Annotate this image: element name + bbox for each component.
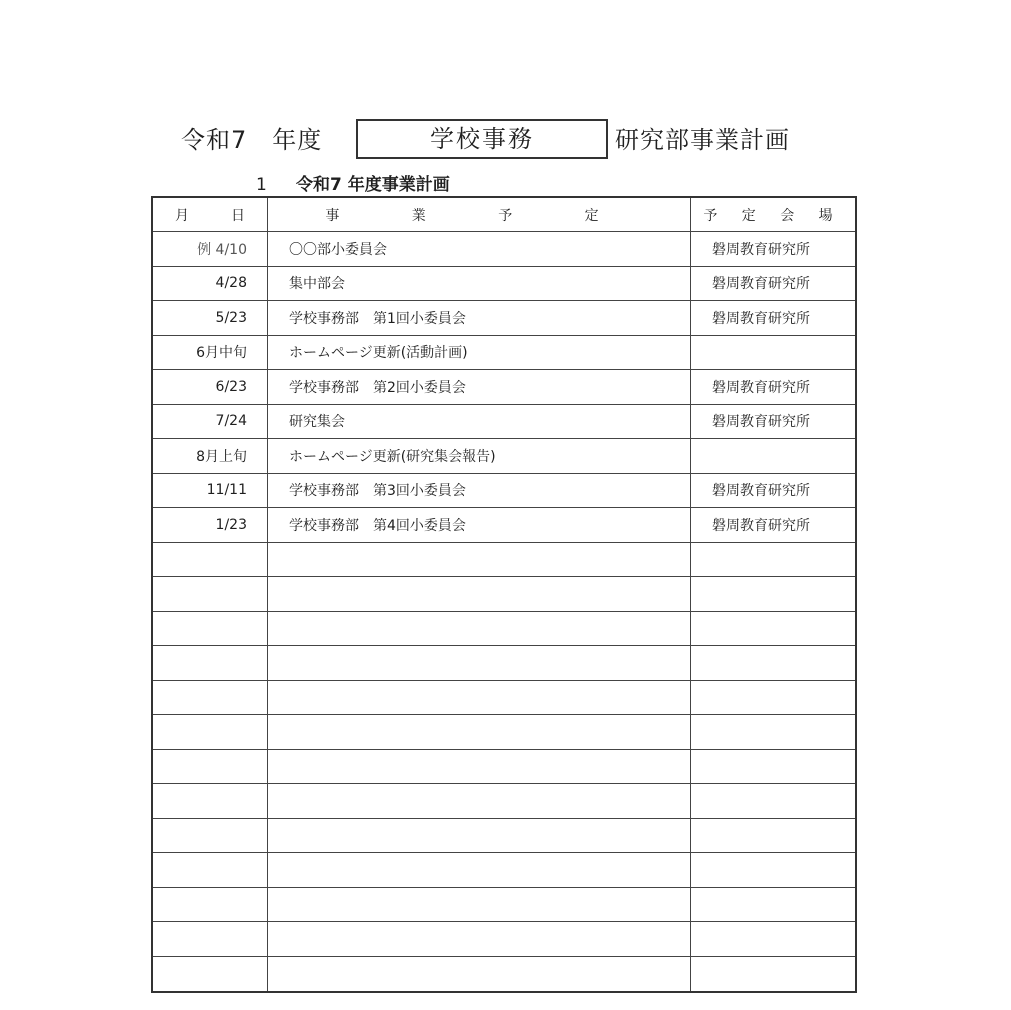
table-row [153,439,855,474]
schedule-table [151,196,857,993]
row-date: 例 4/10 [153,232,268,266]
row-event: 〇〇部小委員会 [268,232,691,266]
department-name-box: 学校事務 [356,119,608,159]
row-date [153,612,268,646]
document-title [0,119,1011,161]
empty-table-row [153,750,855,785]
row-date [153,922,268,956]
row-venue: 磐周教育研究所 [712,517,810,534]
row-venue [691,681,855,715]
row-date: 11/11 [153,474,268,508]
row-date [153,577,268,611]
empty-table-row [153,715,855,750]
row-venue [691,957,855,992]
section-title: 令和7 年度事業計画 [296,175,450,195]
row-event: 研究集会 [268,405,691,439]
row-event [268,853,691,887]
row-date: 8月上旬 [153,439,268,473]
empty-table-row [153,612,855,647]
row-venue [691,750,855,784]
table-row [153,508,855,543]
row-date [153,715,268,749]
row-event: 学校事務部 第3回小委員会 [268,474,691,508]
row-venue [691,543,855,577]
row-venue: 磐周教育研究所 [712,310,810,327]
row-date: 6/23 [153,370,268,404]
row-venue: 磐周教育研究所 [712,379,810,396]
row-event: 集中部会 [268,267,691,301]
title-suffix: 研究部事業計画 [615,126,790,154]
row-event [268,922,691,956]
row-date [153,853,268,887]
row-event [268,577,691,611]
row-date [153,646,268,680]
header-venue: 予 定 会 場 [703,207,843,224]
empty-table-row [153,543,855,578]
row-event [268,681,691,715]
row-date: 5/23 [153,301,268,335]
row-venue: 磐周教育研究所 [712,276,810,293]
row-venue: 磐周教育研究所 [712,241,810,258]
empty-table-row [153,784,855,819]
empty-table-row [153,853,855,888]
section-number: 1 [256,175,267,195]
header-event: 事 業 予 定 [268,198,691,231]
row-date [153,750,268,784]
empty-table-row [153,577,855,612]
empty-table-row [153,888,855,923]
row-venue [691,819,855,853]
row-venue [691,577,855,611]
row-event [268,715,691,749]
row-venue [691,784,855,818]
row-event: ホームページ更新(活動計画) [268,336,691,370]
row-event [268,612,691,646]
row-date [153,681,268,715]
table-row [153,474,855,509]
row-date [153,784,268,818]
section-heading [256,174,450,196]
row-venue [691,612,855,646]
row-event [268,819,691,853]
row-event [268,957,691,992]
row-venue [691,336,855,370]
row-venue [691,922,855,956]
row-date [153,957,268,992]
empty-table-row [153,646,855,681]
row-event [268,750,691,784]
row-date [153,819,268,853]
title-year: 令和7 年度 [181,126,323,154]
row-date [153,888,268,922]
empty-table-row [153,922,855,957]
row-venue: 磐周教育研究所 [712,414,810,431]
row-venue [691,888,855,922]
empty-table-row [153,957,855,992]
row-date: 6月中旬 [153,336,268,370]
row-event [268,646,691,680]
row-venue [691,439,855,473]
table-row [153,267,855,302]
row-event: 学校事務部 第4回小委員会 [268,508,691,542]
row-date: 7/24 [153,405,268,439]
header-date: 月 日 [153,198,268,231]
table-row [153,232,855,267]
row-venue [691,715,855,749]
table-header-row [153,198,855,232]
table-row [153,370,855,405]
row-event: 学校事務部 第1回小委員会 [268,301,691,335]
table-row [153,405,855,440]
empty-table-row [153,819,855,854]
row-date [153,543,268,577]
row-date: 1/23 [153,508,268,542]
table-row [153,301,855,336]
empty-table-row [153,681,855,716]
row-event [268,784,691,818]
row-event [268,888,691,922]
row-venue [691,646,855,680]
row-venue: 磐周教育研究所 [712,483,810,500]
row-event [268,543,691,577]
row-event: 学校事務部 第2回小委員会 [268,370,691,404]
table-row [153,336,855,371]
row-venue [691,853,855,887]
row-date: 4/28 [153,267,268,301]
row-event: ホームページ更新(研究集会報告) [268,439,691,473]
